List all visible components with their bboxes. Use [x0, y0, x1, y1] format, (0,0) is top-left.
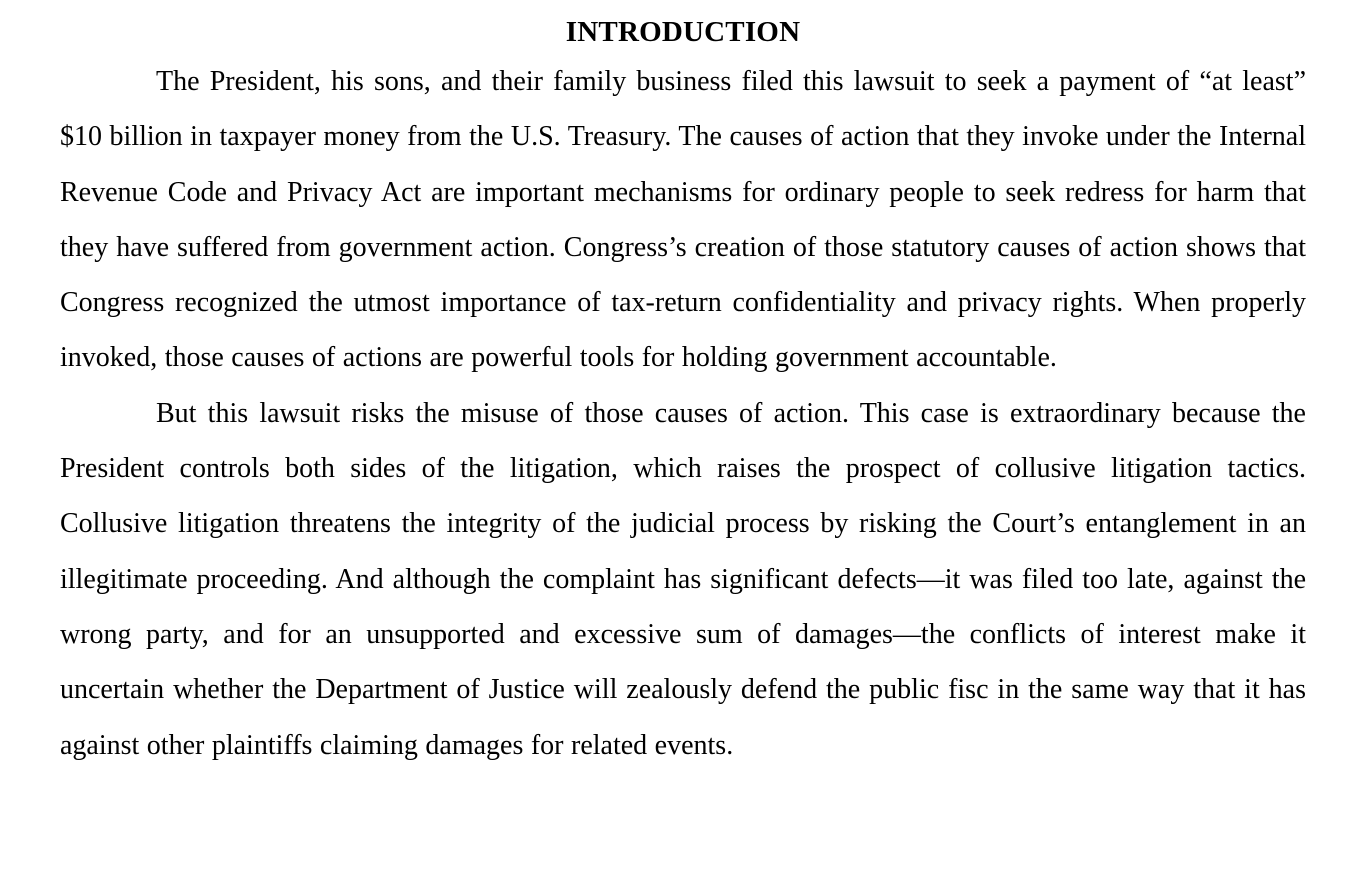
section-heading: INTRODUCTION: [565, 16, 801, 48]
paragraph-2: But this lawsuit risks the misuse of those causes of action. This case is extraordinary because the President controls both sides of the litigation, which raises the prospect of collusive litigation tactics. Collusive litigation threatens the integrity of the judicial process by risking the Court’s entanglement in an illegitimate proceeding. And although the complaint has significant defects—it was filed too late, against the wrong party, and for an unsupported and excessive sum of damages—the conflicts of interest make it uncertain whether the Department of Justice will zealously defend the public fisc in the same way that it has against other plaintiffs claiming damages for related events.: [60, 397, 1306, 761]
paragraph-1: The President, his sons, and their family business filed this lawsuit to seek a payment of “at least” $10 billion in taxpayer money from the U.S. Treasury. The causes of action that they invoke under the Internal Revenue Code and Privacy Act are important mechanisms for ordinary people to seek redress for harm that they have suffered from government action. Congress’s creation of those statutory causes of action shows that Congress recognized the utmost importance of tax-return confidentiality and privacy rights. When properly invoked, those causes of actions are powerful tools for holding government accountable.: [60, 66, 1306, 374]
